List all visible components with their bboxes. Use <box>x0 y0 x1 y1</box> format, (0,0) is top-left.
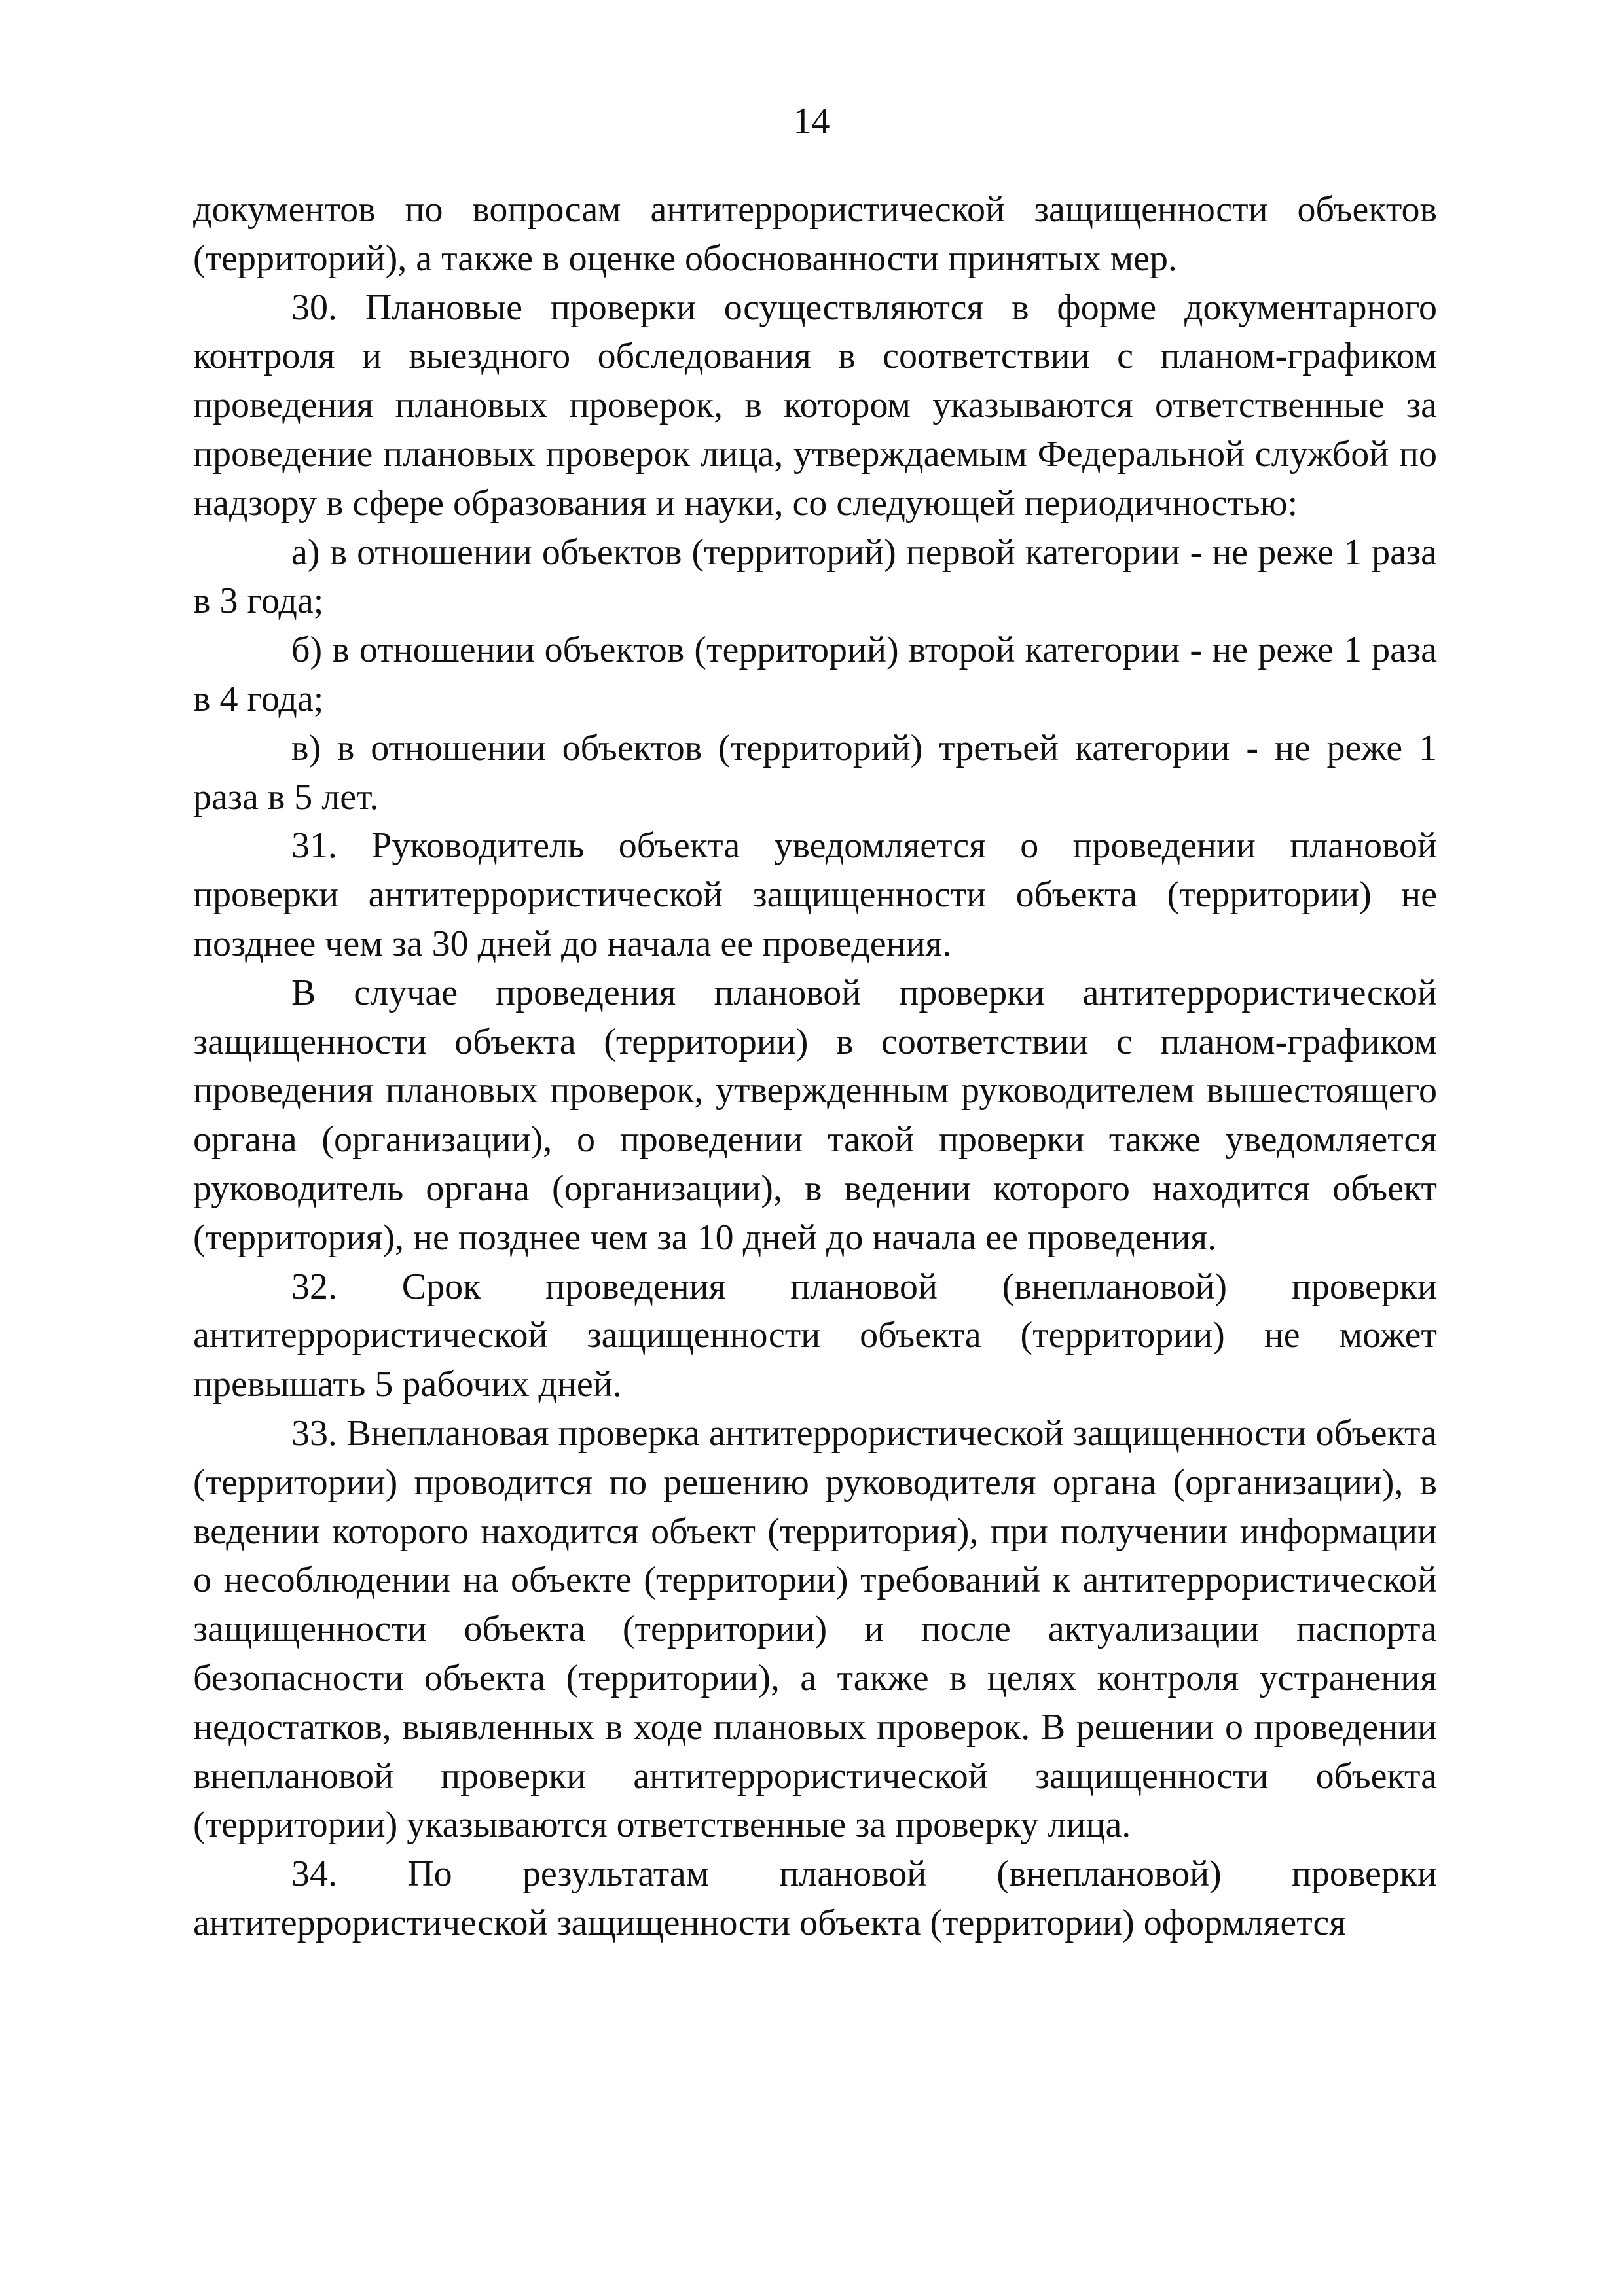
paragraph-continuation: документов по вопросам антитеррористической защищенности объектов (территорий), а также в оценке обоснованности принятых мер. <box>193 189 1437 279</box>
paragraph-subitem-a: а) в отношении объектов (территорий) первой категории - не реже 1 раза в 3 года; <box>193 531 1437 622</box>
paragraph-subitem-b: б) в отношении объектов (территорий) второй категории - не реже 1 раза в 4 года; <box>193 630 1437 719</box>
paragraph-subitem-v: в) в отношении объектов (территорий) третьей категории - не реже 1 раза в 5 лет. <box>193 727 1437 817</box>
paragraph-item-34: 34. По результатам плановой (внеплановой) проверки антитеррористической защищенности объекта (территории) оформляется <box>193 1854 1437 1943</box>
document-body <box>193 185 1437 1948</box>
paragraph-item-32: 32. Срок проведения плановой (внеплановой) проверки антитеррористической защищенности объекта (территории) не может превышать 5 рабочих дней. <box>193 1266 1437 1405</box>
paragraph-item-31: 31. Руководитель объекта уведомляется о проведении плановой проверки антитеррористической защищенности объекта (территории) не позднее чем за 30 дней до начала ее проведения. <box>193 825 1437 964</box>
paragraph-item-33: 33. Внеплановая проверка антитеррористической защищенности объекта (территории) проводится по решению руководителя органа (организации), в ведении которого находится объект (территория), при получении информации о несоблюдении на объекте (территории) требований к антитеррористической защищенности объекта (территории) и после актуализации паспорта безопасности объекта (территории), а также в целях контроля устранения недостатков, выявленных в ходе плановых проверок. В решении о проведении внеплановой проверки антитеррористической защищенности объекта (территории) указываются ответственные за проверку лица. <box>193 1412 1437 1846</box>
paragraph-item-31-case: В случае проведения плановой проверки антитеррористической защищенности объекта (территории) в соответствии с планом-графиком проведения плановых проверок, утвержденным руководителем вышестоящего органа (организации), о проведении такой проверки также уведомляется руководитель органа (организации), в ведении которого находится объект (территория), не позднее чем за 10 дней до начала ее проведения. <box>193 972 1437 1258</box>
page-number: 14 <box>793 101 830 141</box>
paragraph-item-30: 30. Плановые проверки осуществляются в форме документарного контроля и выездного обследования в соответствии с планом-графиком проведения плановых проверок, в котором указываются ответственные за проведение плановых проверок лица, утверждаемым Федеральной службой по надзору в сфере образования и науки, со следующей периодичностью: <box>193 287 1437 524</box>
